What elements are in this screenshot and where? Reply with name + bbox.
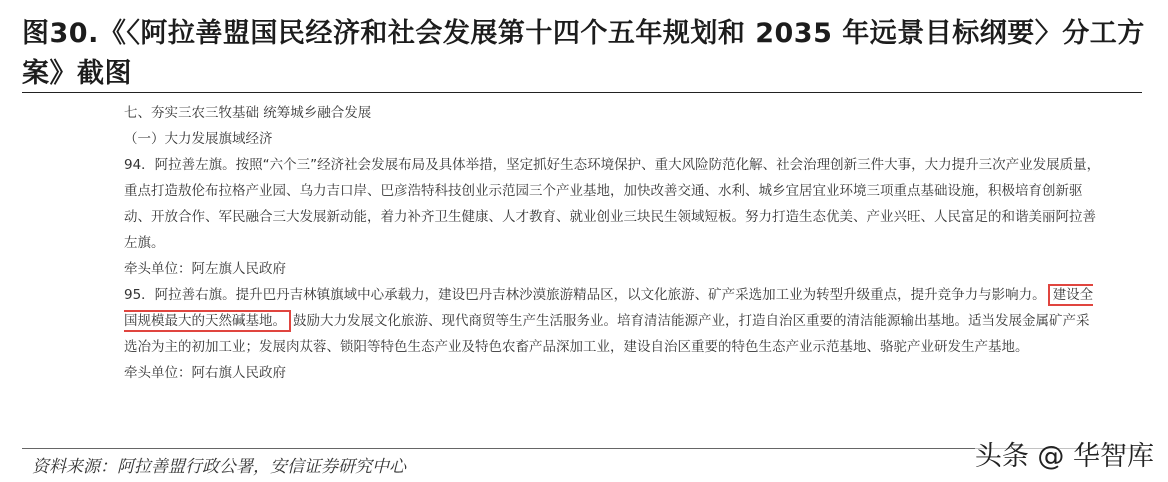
lead-unit-94: 牵头单位：阿左旗人民政府 — [124, 261, 286, 277]
watermark-text: 头条 @ 华智库 — [975, 434, 1154, 473]
paragraph-94: 94．阿拉善左旗。按照“六个三”经济社会发展布局及具体举措，坚定抓好生态环境保护、重大风险防范化解、社会治理创新三件大事，大力提升三次产业发展质量，重点打造敖伦布拉格产业园、乌力吉口岸、巴彦浩特科技创业示范园三个产业基地，加快改善交通、水利、城乡宜居宜业环境三项重点基础设施，积极培育创新驱动、开放合作、军民融合三大发展新动能，着力补齐卫生健康、人才教育、就业创业三块民生领域短板。努力打造生态优美、产业兴旺、人民富足的和谐美丽阿拉善左旗。 — [124, 157, 1101, 251]
document-screenshot — [102, 100, 1102, 386]
section-heading: 七、夯实三农三牧基础 统筹城乡融合发展 — [124, 105, 372, 121]
paragraph-95-part2: 鼓励大力发展文化旅游、现代商贸等生产生活服务业。培育清洁能源产业，打造自治区重要的清洁能源输出基地。适当发展金属矿产采选冶为主的初加工业；发展肉苁蓉、锁阳等特色生态产业及特色农畜产品深加工业，建设自治区重要的特色生态产业示范基地、骆驼产业研发生产基地。 — [124, 313, 1090, 355]
subsection-heading: （一）大力发展旗域经济 — [124, 131, 273, 147]
paragraph-95 — [102, 282, 1102, 360]
lead-unit-95: 牵头单位：阿右旗人民政府 — [124, 365, 286, 381]
figure-title: 图30.《〈阿拉善盟国民经济和社会发展第十四个五年规划和 2035 年远景目标纲要〉分工方案》截图 — [22, 18, 1145, 89]
highlighted-sentence: 建设全国规模最大的天然碱基地。 — [124, 284, 1093, 332]
title-divider — [22, 92, 1142, 93]
paragraph-95-part1: 95．阿拉善右旗。提升巴丹吉林镇旗域中心承载力，建设巴丹吉林沙漠旅游精品区，以文化旅游、矿产采选加工业为转型升级重点，提升竞争力与影响力。 — [124, 287, 1046, 303]
source-note: 资料来源：阿拉善盟行政公署，安信证券研究中心 — [32, 457, 406, 477]
